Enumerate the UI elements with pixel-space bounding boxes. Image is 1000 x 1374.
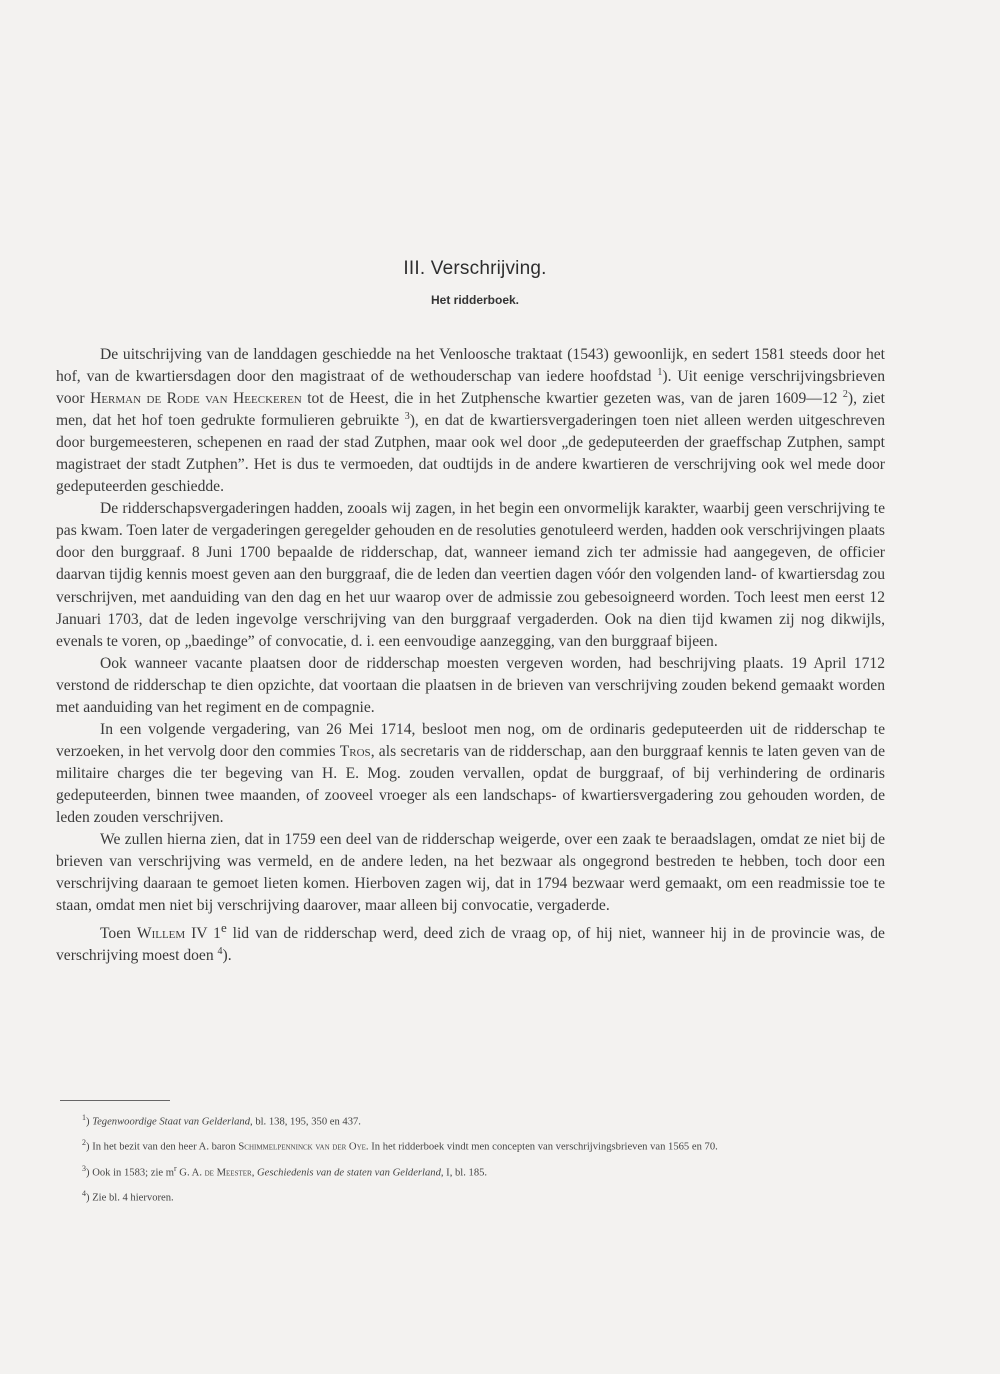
paragraph-6: Toen Willem IV 1e lid van de ridderschap werd, deed zich de vraag op, of hij niet, wanneer hij in de provincie was, de verschrijving moest doen $^4$). [56,920,885,965]
footnote-ref-1: 1 [657,366,663,378]
paragraph-2: De ridderschapsvergaderingen hadden, zooals wij zagen, in het begin een onvormelijk karakter, waarbij geen verschrijving te pas kwam. Toen later de vergaderingen geregelder gehouden en de resoluties genotuleerd werden, hadden ook verschrijvingen plaats door den burggraaf. 8 Juni 1700 bepaalde de ridderschap, dat, wanneer iemand zich ter admissie had aangegeven, de officier daarvan tijdig kennis moest geven aan den burggraaf, die de leden dan veertien dagen vóór den volgenden land- of kwartiersdag zou verschrijven, met aanduiding van den dag en het uur waarop over de admissie zou gebesoigneerd worden. Toch leest men eerst 12 Januari 1703, dat de leden ingevolge verschrijving van den burggraaf vergaderden. Ook na dien tijd kwamen zij nog dikwijls, evenals te voren, op „baedinge” of convocatie, d. i. een eenvoudige aanzegging, van den burggraaf bijeen. [56,500,885,650]
footnotes [56,1110,885,1211]
body-text [56,344,885,968]
paragraph-1: De uitschrijving van de landdagen geschiedde na het Venloosche traktaat (1543) gewoonlijk, en sedert 1581 steeds door het hof, van de kwartiersdagen door den magistraat of de wethouderschap van iedere hoofdstad $^1$). Uit eenige verschrijvingsbrieven voor Herman de Rode van Heeckeren tot de Heest, die in het Zutphensche kwartier gezeten was, van de jaren 1609—12 $^2$), ziet men, dat het hof toen gedrukte formulieren gebruikte $^3$), en dat de kwartiersvergaderingen toen niet alleen werden uitgeschreven door burgemeesteren, schepenen en raad der stad Zutphen, maar ook wel door „de gedeputeerden der graeffschap Zutphen, sampt magistraet der stadt Zutphen”. Het is dus te vermoeden, dat oudtijds in de andere kwartieren de verschrijving ook wel mede door gedeputeerden geschiedde. [56,346,885,496]
footnote-ref-4: 4 [217,946,223,958]
footnote-divider [60,1100,170,1101]
paragraph-3: Ook wanneer vacante plaatsen door de ridderschap moesten vergeven worden, had beschrijving plaats. 19 April 1712 verstond de ridderschap te dien opzichte, dat voortaan die plaatsen in de brieven van verschrijving zouden bekend gemaakt worden met aanduiding van het regiment en de compagnie. [56,654,885,716]
person-name: Herman de Rode van Heeckeren [90,390,302,408]
footnote-ref-2: 2 [842,388,848,400]
footnote-3: $^3$) Ook in 1583; zie $m^r$ G. A. de Meester, Geschiedenis van de staten van Gelderland, I, bl. 185. [82,1163,488,1179]
paragraph-5: We zullen hierna zien, dat in 1759 een deel van de ridderschap weigerde, over een zaak te beraadslagen, omdat ze niet bij de brieven van verschrijving was vermeld, en de andere leden, na het bezwaar als ongegrond bestreden te hebben, toch door een verschrijving daaraan te gemoet lieten komen. Hierboven zagen wij, dat in 1794 bezwaar werd gemaakt, om een readmissie toe te staan, omdat men niet bij verschrijving daarover, maar alleen bij convocatie, vergaderde. [56,831,885,915]
section-subheading: Het ridderboek. [430,293,520,307]
person-name: Tros [339,742,371,760]
person-name: Willem [136,925,186,943]
footnote-4: $^4$) Zie bl. 4 hiervoren. [82,1188,174,1204]
footnote-ref-3: 3 [404,410,410,422]
chapter-heading: III. Verschrijving. [403,258,547,279]
footnote-1: $^1$) Tegenwoordige Staat van Gelderland, bl. 138, 195, 350 en 437. [82,1113,361,1128]
paragraph-4: In een volgende vergadering, van 26 Mei 1714, besloot men nog, om de ordinaris gedeputeerden uit de ridderschap te verzoeken, in het vervolg door den commies Tros, als secretaris van de ridderschap, aan den burggraaf kennis te laten geven van de militaire charges die ter begeving van H. E. Mog. zouden vervallen, opdat de burggraaf, of bij verhindering de ordinaris gedeputeerden, binnen twee maanden, of zooveel vroeger als een landschaps- of kwartiersvergadering zou gehouden worden, de leden zouden verschrijven. [56,720,885,826]
footnote-2: $^2$) In het bezit van den heer A. baron Schimmelpenninck van der Oye. In het ridderboek vindt men concepten van verschrijvingsbrieven van 1565 en 70. [82,1138,718,1153]
